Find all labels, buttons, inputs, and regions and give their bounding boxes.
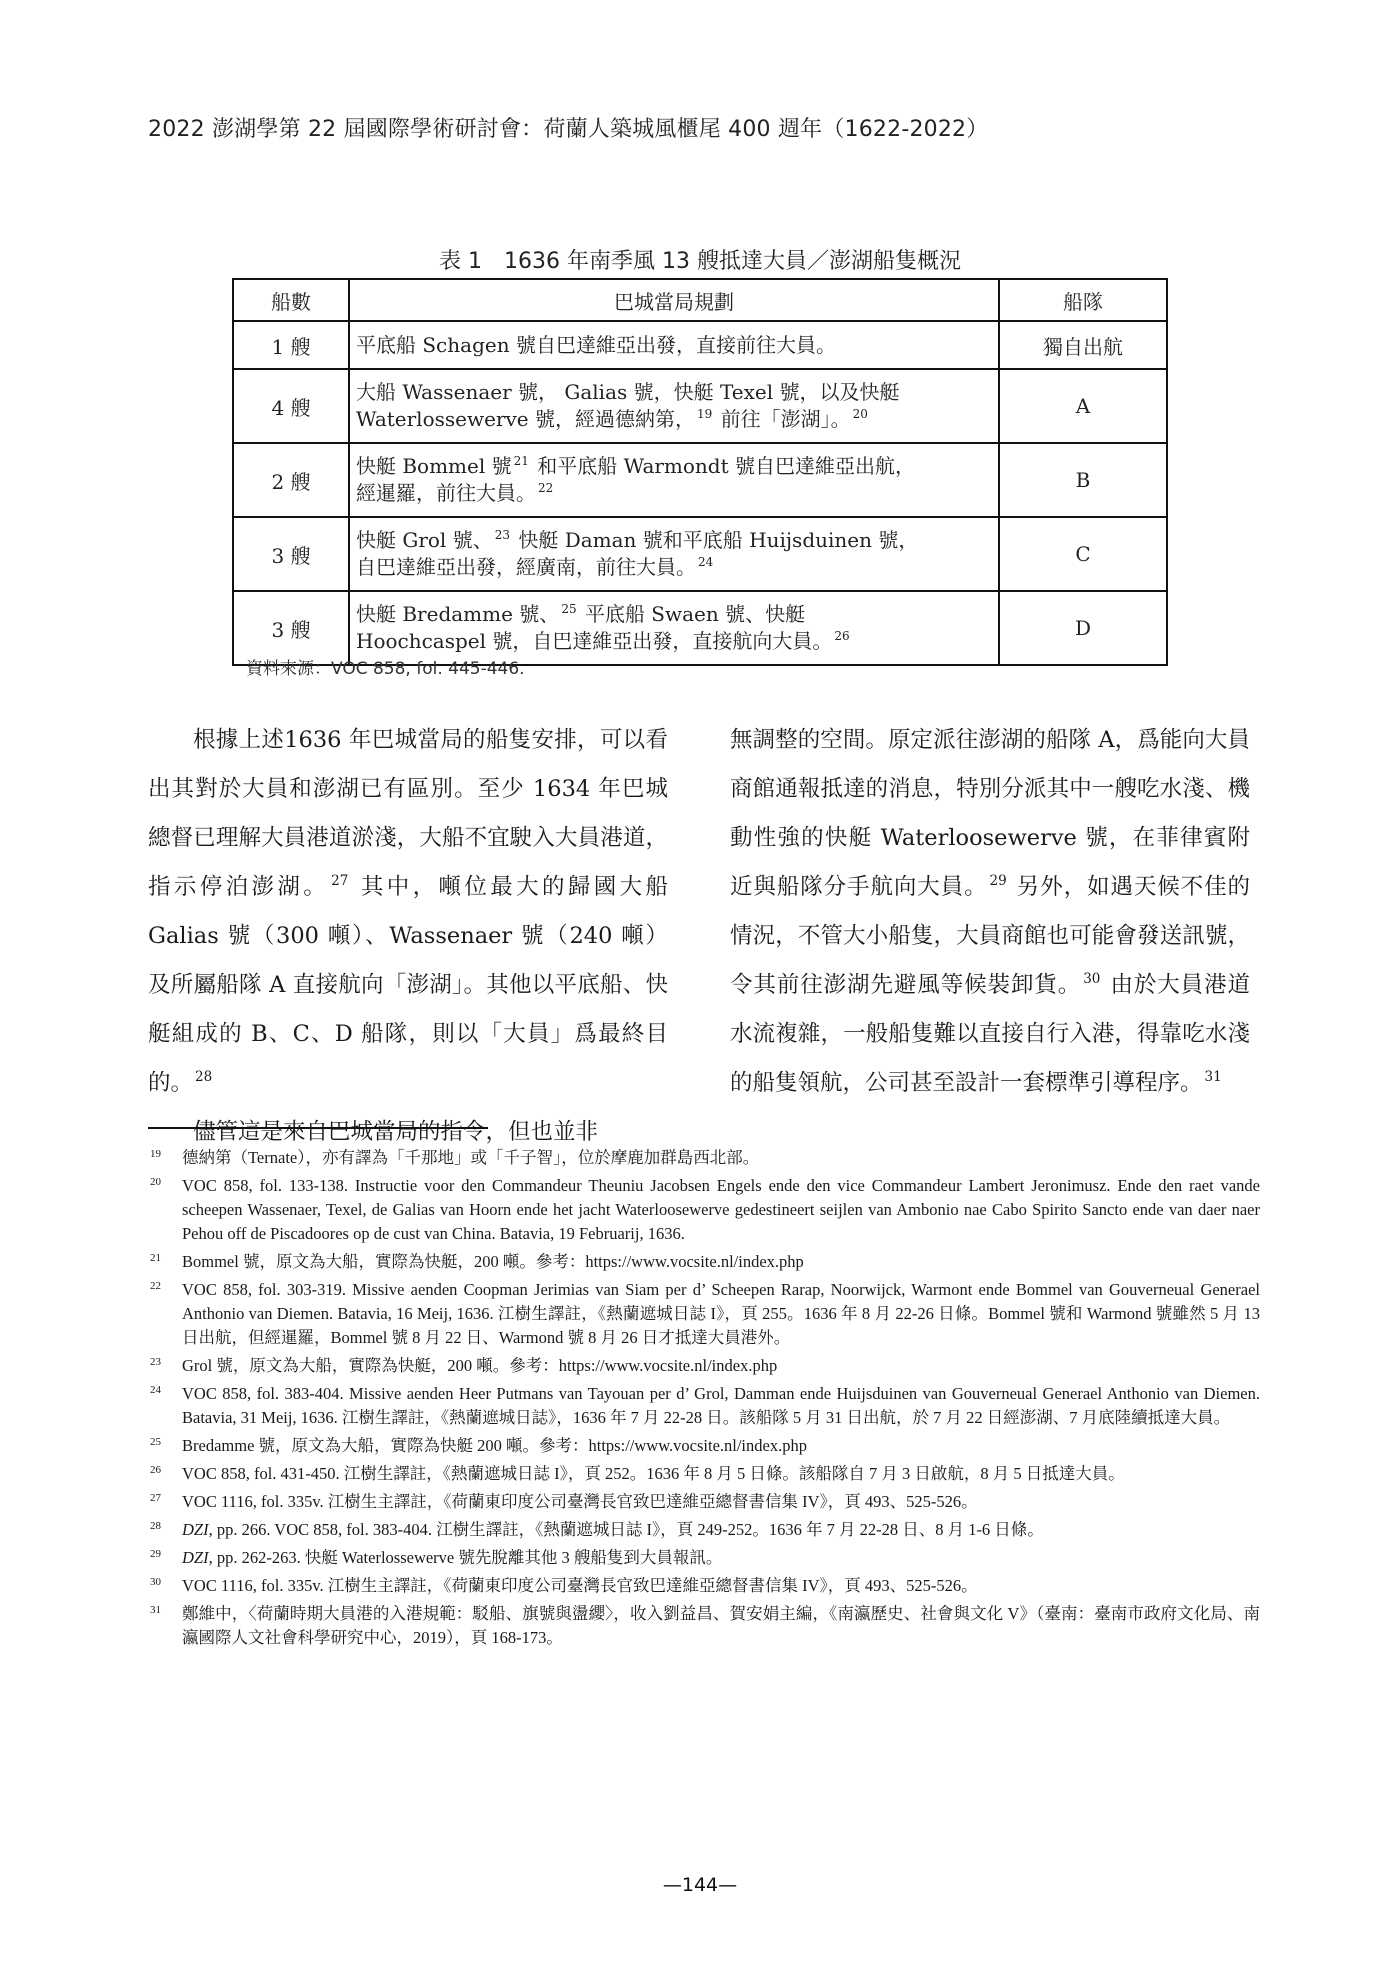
column-header-plan: 巴城當局規劃	[349, 279, 999, 321]
footnote-ref[interactable]: 29	[989, 872, 1007, 889]
ship-count: 3 艘	[233, 517, 349, 591]
ship-count: 2 艘	[233, 443, 349, 517]
page-number: —144—	[662, 1874, 738, 1896]
footnote: 27 VOC 1116, fol. 335v. 江樹生主譯註，《荷蘭東印度公司臺灣長官致巴達維亞總督書信集 IV》，頁 493、525-526。	[148, 1490, 1260, 1514]
footnote-number: 20	[150, 1176, 161, 1188]
footnote-ref[interactable]: 19	[696, 406, 713, 421]
body-column-left	[148, 716, 668, 1157]
footnote-number: 21	[150, 1252, 161, 1264]
footnote: 21 Bommel 號，原文為大船，實際為快艇，200 噸。參考：https://www.vocsite.nl/index.php	[148, 1250, 1260, 1274]
footnote: 31 鄭維中，〈荷蘭時期大員港的入港規範：駁船、旗號與盪纓〉，收入劉益昌、賀安娟主編，《南瀛歷史、社會與文化 V》（臺南：臺南市政府文化局、南瀛國際人文社會科學研究中心，2019），頁 168-173。	[148, 1602, 1260, 1650]
ship-count: 1 艘	[233, 321, 349, 369]
plan-text: 大船 Wassenaer 號， Galias 號，快艇 Texel 號，以及快艇 Waterlossewerve 號，經過德納第， $^{19}$ 前往「澎湖」。 $^{20}$	[349, 369, 999, 443]
footnote-number: 25	[150, 1436, 161, 1448]
footnote-number: 24	[150, 1384, 161, 1396]
footnote-ref[interactable]: 22	[538, 480, 554, 495]
footnote-ref[interactable]: 25	[561, 601, 577, 616]
body-paragraph: 根據上述1636 年巴城當局的船隻安排，可以看出其對於大員和澎湖已有區別。至少 1634 年巴城總督已理解大員港道淤淺，大船不宜駛入大員港道，指示停泊澎湖。 $^{27}$ 其中，噸位最大的歸國大船 Galias 號（300 噸）、Wassenaer 號（240 噸）及所屬船隊 A 直接航向「澎湖」。其他以平底船、快艇組成的 B、C、D 船隊，則以「大員」爲最終目的。 $^{28}$	[148, 727, 668, 1096]
column-header-fleet: 船隊	[999, 279, 1167, 321]
body-paragraph: 無調整的空間。原定派往澎湖的船隊 A，爲能向大員商館通報抵達的消息，特別分派其中一艘吃水淺、機動性強的快艇 Waterloosewerve 號，在菲律賓附近與船隊分手航向大員。 $^{29}$ 另外，如遇天候不佳的情況，不管大小船隻，大員商館也可能會發送訊號，令其前往澎湖先避風等候裝卸貨。 $^{30}$ 由於大員港道水流複雜，一般船隻難以直接自行入港，得靠吃水淺的船隻領航，公司甚至設計一套標準引導程序。 $^{31}$	[730, 727, 1250, 1096]
dzi-abbrev: DZI	[182, 1520, 209, 1539]
footnote: 29 DZI, pp. 262-263. 快艇 Waterlossewerve 號先脫離其他 3 艘船隻到大員報訊。	[148, 1546, 1260, 1570]
footnote: 20 VOC 858, fol. 133-138. Instructie voor den Commandeur Theuniu Jacobsen Engels ende den vice Commandeur Lambert Jeronimusz. Ende den raet vande scheepen Wassenaer, Texel, de Galias van Hoorn ende het jacht Waterloosewerve gedestineert seijlen van Ambonio nae Cabo Spirito Sancto ende van daer naer Pehou off de Piscadoores op de cust van China. Batavia, 19 Februarij, 1636.	[148, 1174, 1260, 1246]
fleet-label: A	[999, 369, 1167, 443]
footnote: 22 VOC 858, fol. 303-319. Missive aenden Coopman Jerimias van Siam per d’ Scheepen Rarap, Noorwijck, Warmont ende Bommel van Gouverneual Generael Anthonio van Diemen. Batavia, 16 Meij, 1636. 江樹生譯註，《熱蘭遮城日誌 I》，頁 255。1636 年 8 月 22-26 日條。Bommel 號和 Warmond 號雖然 5 月 13 日出航，但經暹羅，Bommel 號 8 月 22 日、Warmond 號 8 月 26 日才抵達大員港外。	[148, 1278, 1260, 1350]
table-header-row	[233, 279, 1167, 321]
fleet-label: 獨自出航	[999, 321, 1167, 369]
footnote-ref[interactable]: 31	[1204, 1068, 1222, 1085]
footnote: 23 Grol 號，原文為大船，實際為快艇，200 噸。參考：https://www.vocsite.nl/index.php	[148, 1354, 1260, 1378]
footnote-number: 23	[150, 1356, 161, 1368]
body-paragraph: 儘管這是來自巴城當局的指令，但也並非	[193, 1119, 599, 1145]
table-row	[233, 443, 1167, 517]
footnote: 28 DZI, pp. 266. VOC 858, fol. 383-404. 江樹生譯註，《熱蘭遮城日誌 I》，頁 249-252。1636 年 7 月 22-28 日、8 月 1-6 日條。	[148, 1518, 1260, 1542]
column-header-count: 船數	[233, 279, 349, 321]
footnote-ref[interactable]: 23	[494, 527, 510, 542]
plan-text: 平底船 Schagen 號自巴達維亞出發，直接前往大員。	[349, 321, 999, 369]
fleet-label: D	[999, 591, 1167, 665]
plan-text: 快艇 Grol 號、 $^{23}$ 快艇 Daman 號和平底船 Huijsduinen 號， 自巴達維亞出發，經廣南，前往大員。 $^{24}$	[349, 517, 999, 591]
footnote-ref[interactable]: 24	[698, 554, 714, 569]
footnote: 19 德納第（Ternate），亦有譯為「千那地」或「千子智」，位於摩鹿加群島西北部。	[148, 1146, 1260, 1170]
footnote: 30 VOC 1116, fol. 335v. 江樹生主譯註，《荷蘭東印度公司臺灣長官致巴達維亞總督書信集 IV》，頁 493、525-526。	[148, 1574, 1260, 1598]
footnote-ref[interactable]: 28	[195, 1068, 213, 1085]
footnote-number: 19	[150, 1148, 161, 1160]
footnote-number: 29	[150, 1548, 161, 1560]
footnote-divider	[148, 1127, 488, 1129]
footnote-ref[interactable]: 27	[331, 872, 349, 889]
plan-text: 快艇 Bommel 號 $^{21}$ 和平底船 Warmondt 號自巴達維亞出航， 經暹羅，前往大員。 $^{22}$	[349, 443, 999, 517]
footnote-ref[interactable]: 26	[834, 628, 850, 643]
footnote: 24 VOC 858, fol. 383-404. Missive aenden Heer Putmans van Tayouan per d’ Grol, Damman ende Huijsduinen van Gouverneual Generael Anthonio van Diemen. Batavia, 31 Meij, 1636. 江樹生譯註，《熱蘭遮城日誌》，1636 年 7 月 22-28 日。該船隊 5 月 31 日出航，於 7 月 22 日經澎湖、7 月底陸續抵達大員。	[148, 1382, 1260, 1430]
footnote-number: 30	[150, 1576, 161, 1588]
table-source-note: 資料來源：VOC 858, fol. 445-446.	[246, 659, 525, 679]
footnote-number: 22	[150, 1280, 161, 1292]
footnote-number: 27	[150, 1492, 161, 1504]
footnote-number: 28	[150, 1520, 161, 1532]
plan-text: 快艇 Bredamme 號、 $^{25}$ 平底船 Swaen 號、快艇 Hoochcaspel 號，自巴達維亞出發，直接航向大員。 $^{26}$	[349, 591, 999, 665]
table-row	[233, 321, 1167, 369]
table-row	[233, 517, 1167, 591]
running-header: 2022 澎湖學第 22 屆國際學術研討會：荷蘭人築城風櫃尾 400 週年（1622-2022）	[148, 117, 989, 142]
ship-count: 4 艘	[233, 369, 349, 443]
body-column-right	[730, 716, 1250, 1108]
ship-count: 3 艘	[233, 591, 349, 665]
table-caption: 表 1 1636 年南季風 13 艘抵達大員／澎湖船隻概況	[439, 249, 961, 274]
ship-table	[232, 278, 1168, 666]
footnote-number: 31	[150, 1604, 161, 1616]
footnote-ref[interactable]: 21	[513, 453, 529, 468]
dzi-abbrev: DZI	[182, 1548, 209, 1567]
footnote: 26 VOC 858, fol. 431-450. 江樹生譯註，《熱蘭遮城日誌 I》，頁 252。1636 年 8 月 5 日條。該船隊自 7 月 3 日啟航，8 月 5 日抵達大員。	[148, 1462, 1260, 1486]
fleet-label: B	[999, 443, 1167, 517]
fleet-label: C	[999, 517, 1167, 591]
footnote-ref[interactable]: 20	[852, 406, 868, 421]
footnote-ref[interactable]: 30	[1083, 970, 1101, 987]
table-row	[233, 369, 1167, 443]
footnote-number: 26	[150, 1464, 161, 1476]
footnotes	[148, 1146, 1260, 1654]
footnote: 25 Bredamme 號，原文為大船，實際為快艇 200 噸。參考：https://www.vocsite.nl/index.php	[148, 1434, 1260, 1458]
